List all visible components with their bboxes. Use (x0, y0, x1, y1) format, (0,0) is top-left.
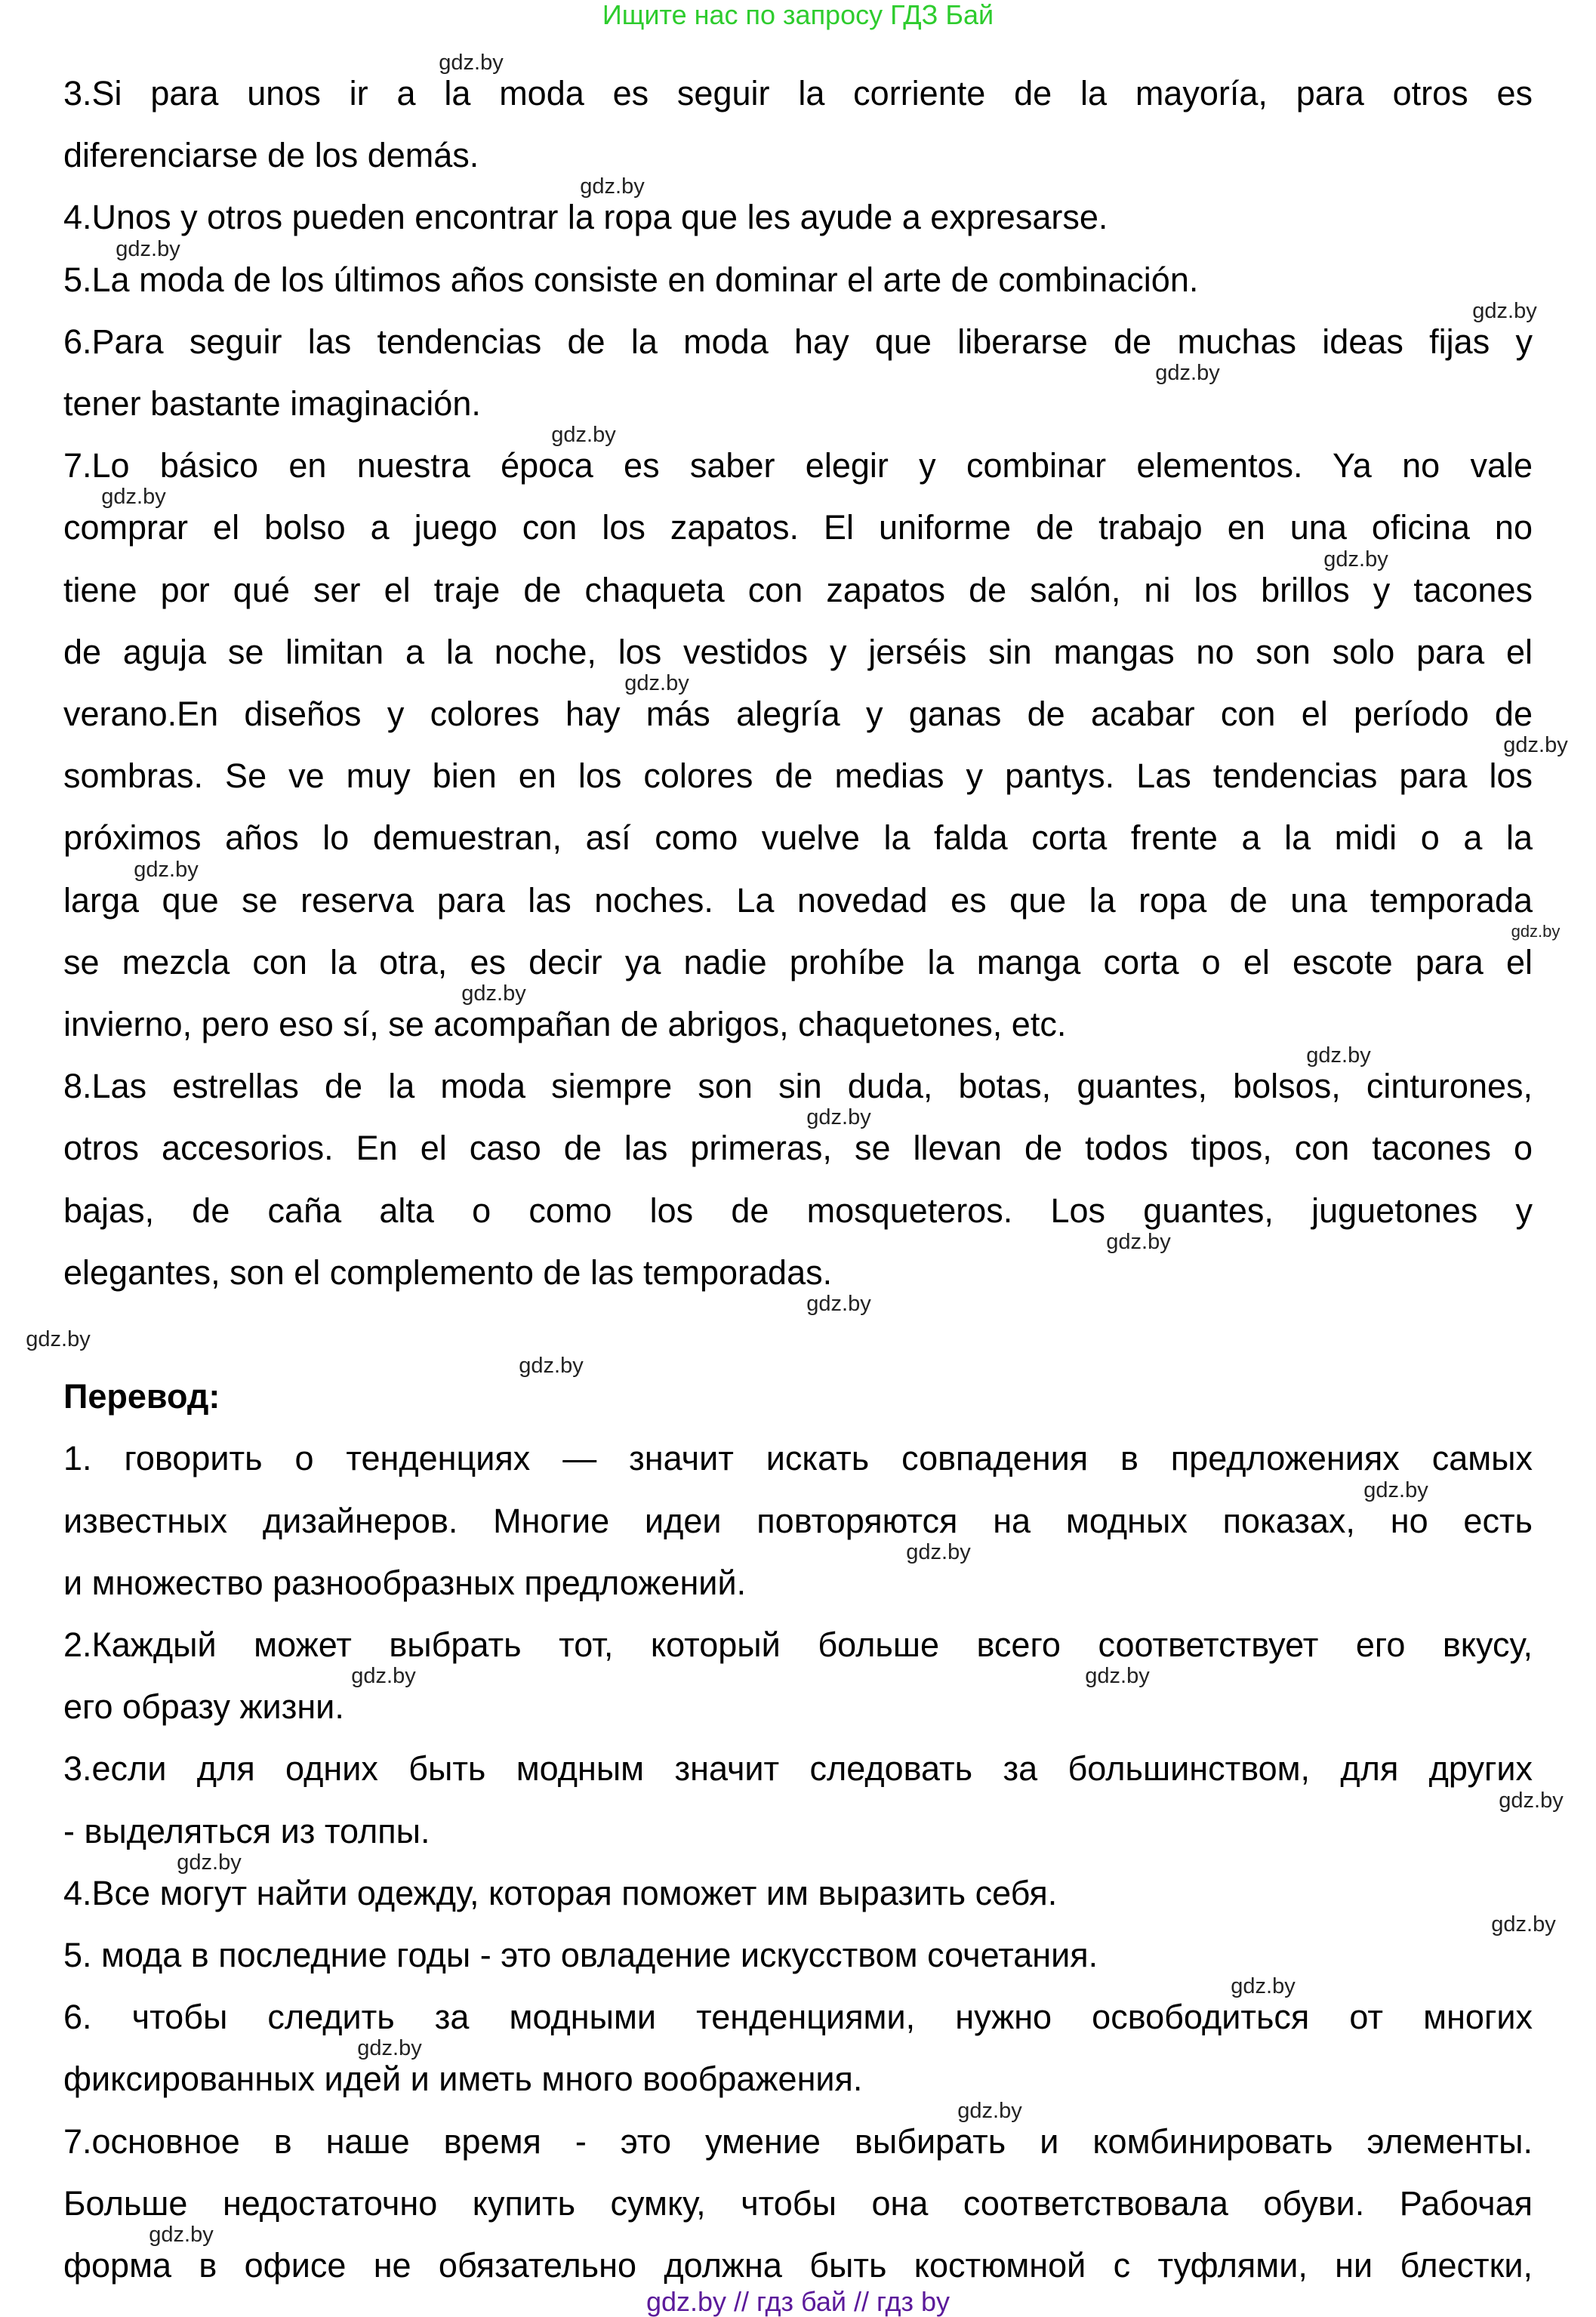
search-hint-banner: Ищите нас по запросу ГДЗ Бай (602, 0, 994, 30)
watermark-label: gdz.by (101, 485, 166, 509)
spanish-paragraph-line: verano.En diseños y colores hay más alegría y ganas de acabar con el período de (63, 695, 1533, 733)
watermark-label: gdz.by (1472, 299, 1537, 323)
spanish-paragraph-line: invierno, pero eso sí, se acompañan de abrigos, chaquetones, etc. (63, 1005, 1067, 1043)
spanish-paragraph-line: 8.Las estrellas de la moda siempre son sin duda, botas, guantes, bolsos, cinturones, (63, 1067, 1533, 1106)
watermark-label: gdz.by (351, 1664, 416, 1688)
footer-links[interactable]: gdz.by // гдз бай // гдз by (645, 2286, 951, 2317)
spanish-paragraph-line: diferenciarse de los demás. (63, 136, 479, 175)
russian-paragraph-line: и множество разнообразных предложений. (63, 1563, 747, 1602)
russian-paragraph-line: 4.Все могут найти одежду, которая поможет им выразить себя. (63, 1873, 1058, 1912)
spanish-paragraph-line: 5.La moda de los últimos años consiste en dominar el arte de combinación. (63, 260, 1199, 299)
spanish-paragraph-line: elegantes, son el complemento de las temporadas. (63, 1252, 833, 1292)
spanish-paragraph-line: 6.Para seguir las tendencias de la moda hay que liberarse de muchas ideas fijas y (63, 322, 1533, 361)
russian-paragraph-line: Больше недостаточно купить сумку, чтобы она соответствовала обуви. Рабочая (63, 2183, 1533, 2223)
watermark-label: gdz.by (1363, 1478, 1428, 1502)
spanish-paragraph-line: comprar el bolso a juego con los zapatos. El uniforme de trabajo en una oficina no (63, 508, 1533, 547)
russian-paragraph-line: 3.если для одних быть модным значит следовать за большинством, для других (63, 1749, 1533, 1789)
watermark-label: gdz.by (1155, 361, 1220, 385)
spanish-paragraph-line: se mezcla con la otra, es decir ya nadie prohíbe la manga corta o el escote para el (63, 942, 1533, 981)
watermark-label: gdz.by (461, 981, 526, 1006)
spanish-paragraph-line: larga que se reserva para las noches. La novedad es que la ropa de una temporada (63, 880, 1533, 920)
watermark-label: gdz.by (177, 1850, 242, 1875)
translation-heading: Перевод: (63, 1377, 220, 1416)
watermark-label: gdz.by (580, 174, 645, 199)
spanish-paragraph-line: tiene por qué ser el traje de chaqueta con zapatos de salón, ni los brillos y tacones (63, 570, 1533, 609)
russian-paragraph-line: 6. чтобы следить за модными тенденциями, нужно освободиться от многих (63, 1998, 1533, 2037)
russian-paragraph-line: 1. говорить о тенденциях — значит искать совпадения в предложениях самых (63, 1439, 1533, 1478)
spanish-paragraph-line: de aguja se limitan a la noche, los vestidos y jerséis sin mangas no son solo para el (63, 632, 1533, 671)
watermark-label: gdz.by (1491, 1912, 1556, 1936)
watermark-label: gdz.by (26, 1327, 91, 1351)
russian-paragraph-line: форма в офисе не обязательно должна быть костюмной с туфлями, ни блестки, (63, 2246, 1533, 2285)
watermark-label: gdz.by (906, 1540, 971, 1564)
watermark-label: gdz.by (439, 51, 504, 75)
watermark-label: gdz.by (1499, 1789, 1564, 1813)
watermark-label: gdz.by (134, 858, 199, 882)
spanish-paragraph-line: otros accesorios. En el caso de las primeras, se llevan de todos tipos, con tacones o (63, 1129, 1533, 1168)
watermark-label: gdz.by (624, 671, 689, 695)
spanish-paragraph-line: 7.Lo básico en nuestra época es saber elegir y combinar elementos. Ya no vale (63, 446, 1533, 485)
russian-paragraph-line: 7.основное в наше время - это умение выбирать и комбинировать элементы. (63, 2121, 1533, 2161)
watermark-label: gdz.by (806, 1292, 871, 1316)
spanish-paragraph-line: sombras. Se ve muy bien en los colores de medias y pantys. Las tendencias para los (63, 756, 1533, 796)
watermark-label: gdz.by (1106, 1230, 1171, 1254)
russian-paragraph-line: известных дизайнеров. Многие идеи повторяются на модных показах, но есть (63, 1501, 1533, 1540)
russian-paragraph-line: 5. мода в последние годы - это овладение искусством сочетания. (63, 1936, 1098, 1974)
russian-paragraph-line: фиксированных идей и иметь много воображения. (63, 2060, 863, 2099)
watermark-label: gdz.by (957, 2099, 1022, 2123)
watermark-label: gdz.by (519, 1354, 584, 1378)
russian-paragraph-line: - выделяться из толпы. (63, 1811, 430, 1850)
watermark-label: gdz.by (357, 2036, 422, 2060)
watermark-label: gdz.by (1085, 1664, 1150, 1688)
watermark-label: gdz.by (1306, 1043, 1371, 1068)
spanish-paragraph-line: tener bastante imaginación. (63, 384, 481, 423)
russian-paragraph-line: 2.Каждый может выбрать тот, который больше всего соответствует его вкусу, (63, 1625, 1533, 1664)
watermark-label: gdz.by (1323, 547, 1388, 572)
watermark-label: gdz.by (806, 1105, 871, 1129)
watermark-label: gdz.by (1511, 922, 1561, 941)
watermark-label: gdz.by (1231, 1974, 1296, 1998)
spanish-paragraph-line: bajas, de caña alta o como los de mosqueteros. Los guantes, juguetones y (63, 1191, 1533, 1230)
watermark-label: gdz.by (116, 237, 180, 261)
russian-paragraph-line: его образу жизни. (63, 1687, 344, 1727)
spanish-paragraph-line: 4.Unos y otros pueden encontrar la ropa que les ayude a expresarse. (63, 198, 1108, 237)
watermark-label: gdz.by (149, 2223, 214, 2247)
watermark-label: gdz.by (551, 423, 616, 447)
watermark-label: gdz.by (1503, 733, 1568, 757)
spanish-paragraph-line: 3.Si para unos ir a la moda es seguir la corriente de la mayoría, para otros es (63, 74, 1533, 112)
spanish-paragraph-line: próximos años lo demuestran, así como vuelve la falda corta frente a la midi o a la (63, 818, 1533, 858)
